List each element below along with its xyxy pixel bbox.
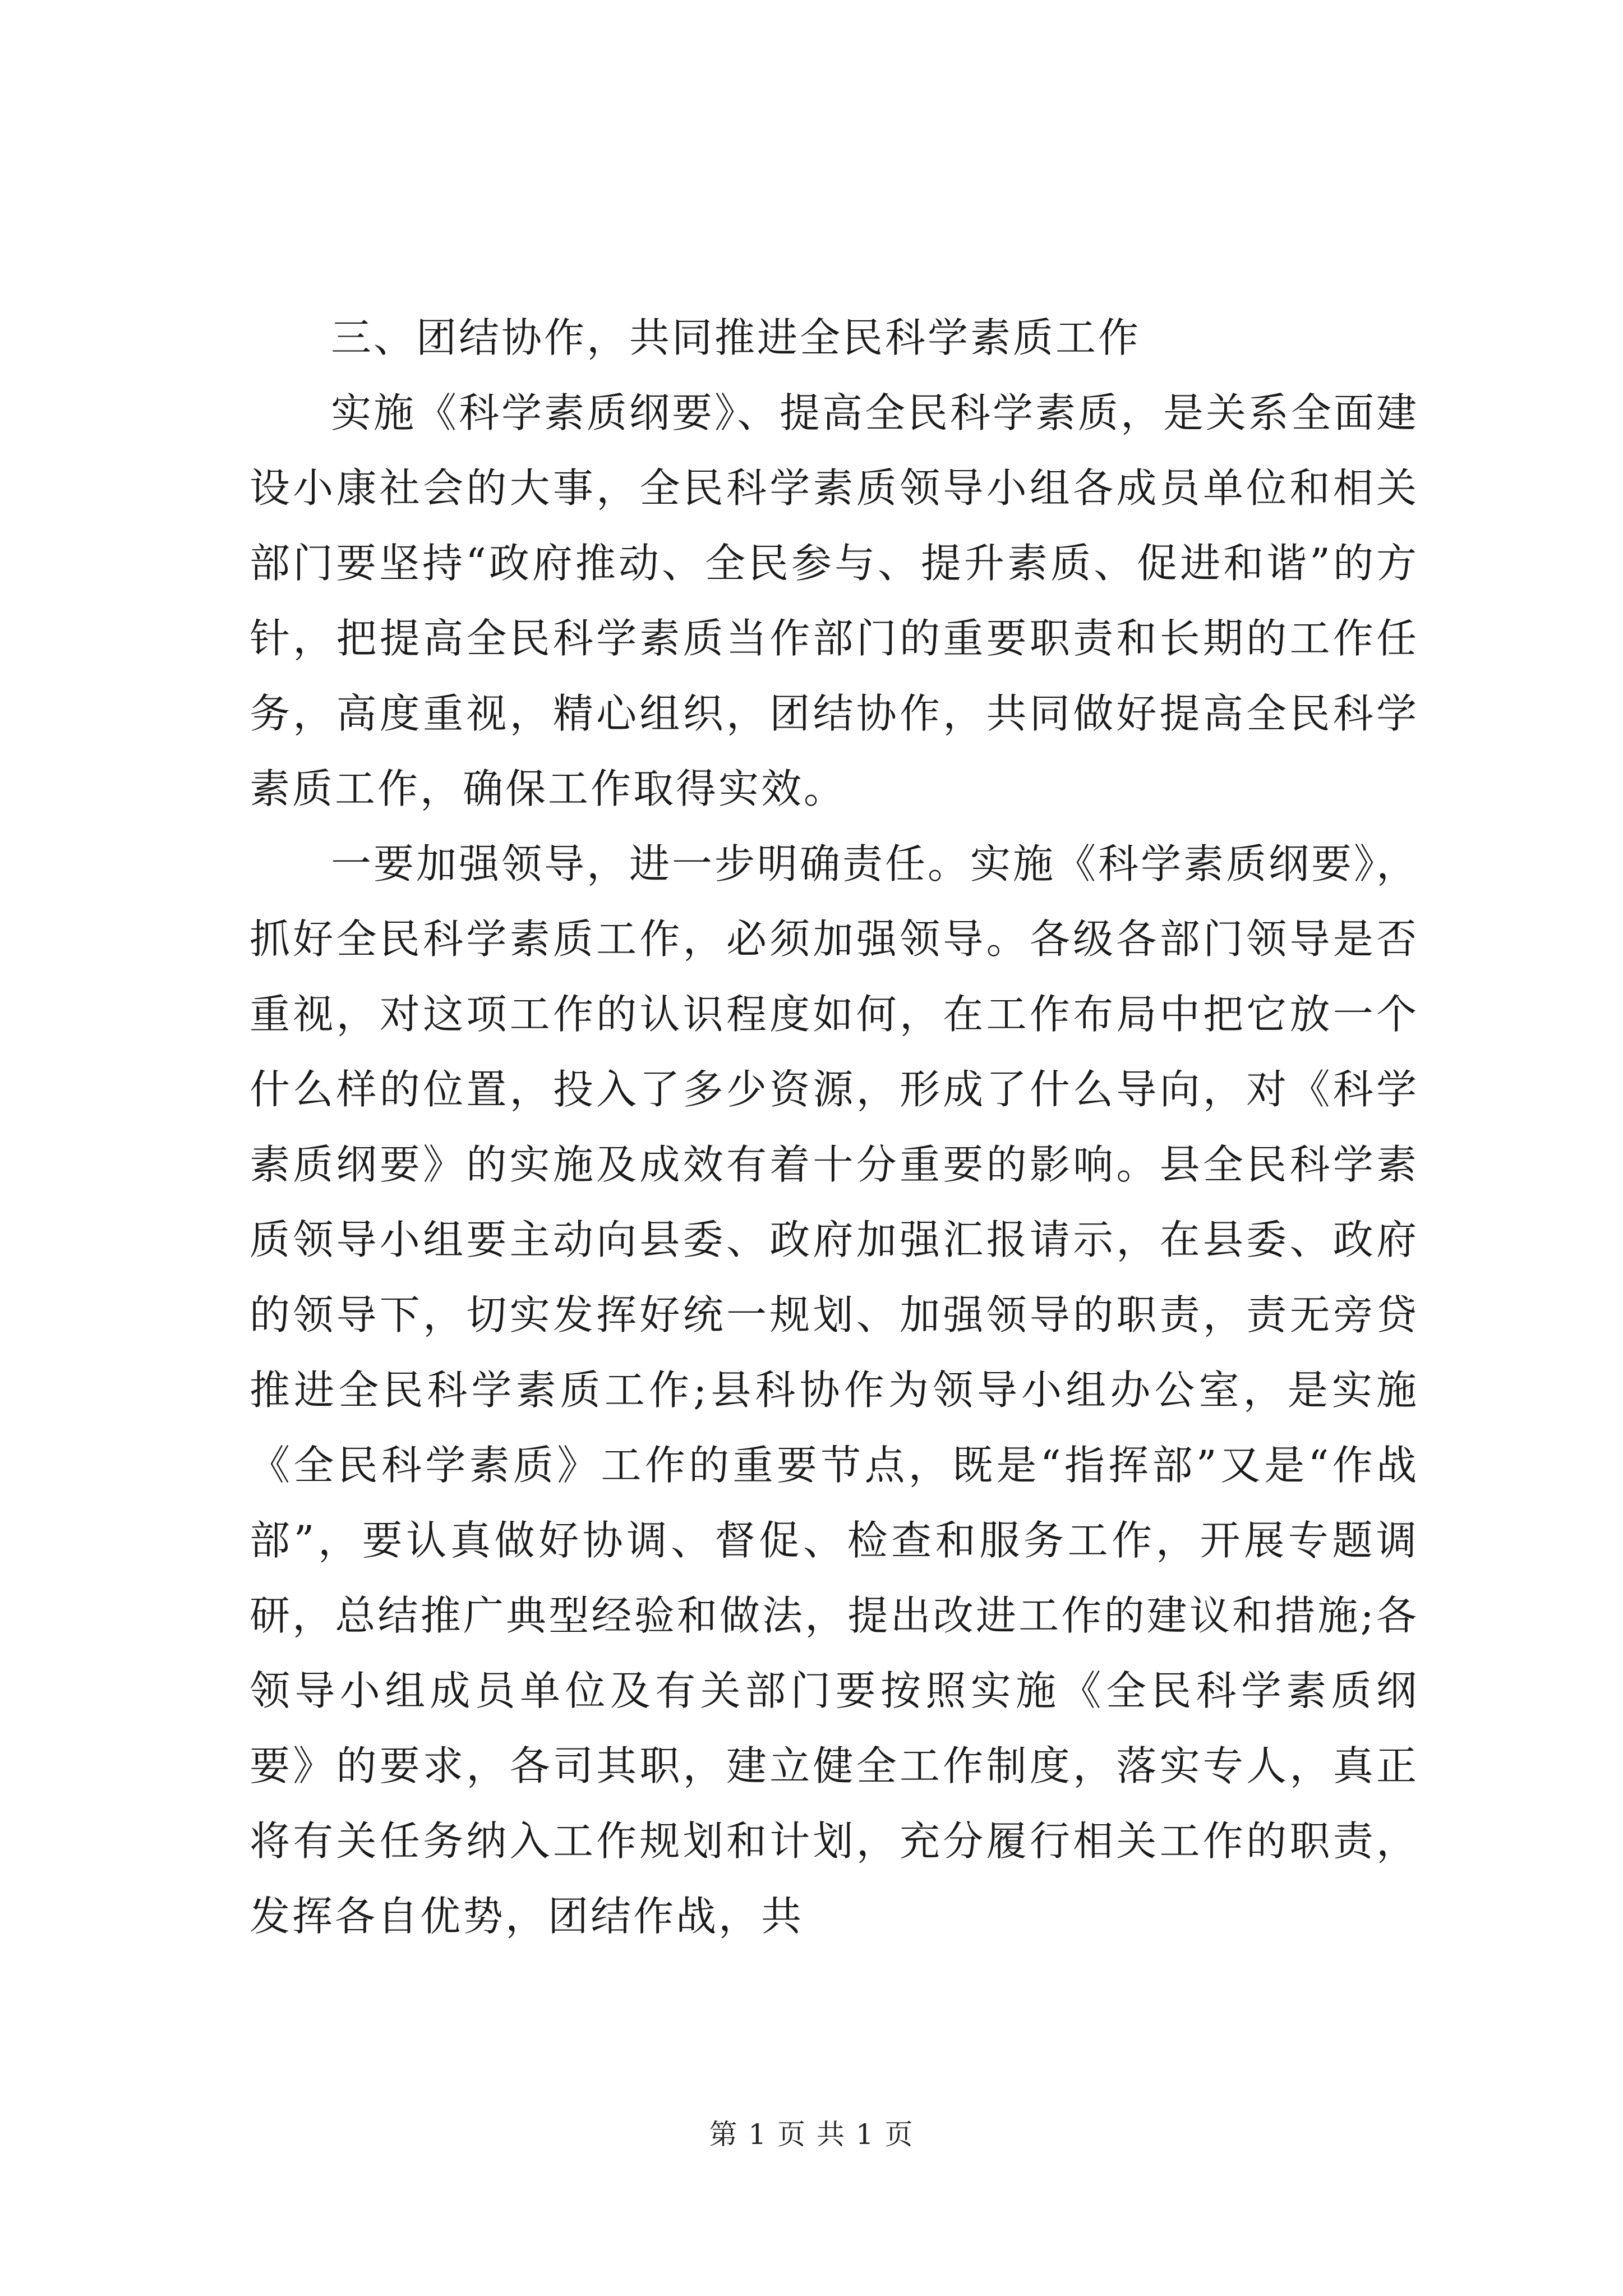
document-body [250, 300, 1419, 1954]
page-footer: 第 1 页 共 1 页 [709, 2118, 914, 2151]
section-heading: 三、团结协作，共同推进全民科学素质工作 [331, 314, 1141, 361]
paragraph-intro: 实施《科学素质纲要》、提高全民科学素质，是关系全面建设小康社会的大事，全民科学素质领导小组各成员单位和相关部门要坚持“政府推动、全民参与、提升素质、促进和谐”的方针，把提高全民科学素质当作部门的重要职责和长期的工作任务，高度重视，精心组织，团结协作，共同做好提高全民科学素质工作，确保工作取得实效。 [250, 389, 1419, 812]
paragraph-leadership: 一要加强领导，进一步明确责任。实施《科学素质纲要》，抓好全民科学素质工作，必须加强领导。各级各部门领导是否重视，对这项工作的认识程度如何，在工作布局中把它放一个什么样的位置，投入了多少资源，形成了什么导向，对《科学素质纲要》的实施及成效有着十分重要的影响。县全民科学素质领导小组要主动向县委、政府加强汇报请示，在县委、政府的领导下，切实发挥好统一规划、加强领导的职责，责无旁贷推进全民科学素质工作;县科协作为领导小组办公室，是实施《全民科学素质》工作的重要节点，既是“指挥部”又是“作战部”，要认真做好协调、督促、检查和服务工作，开展专题调研，总结推广典型经验和做法，提出改进工作的建议和措施;各领导小组成员单位及有关部门要按照实施《全民科学素质纲要》的要求，各司其职，建立健全工作制度，落实专人，真正将有关任务纳入工作规划和计划，充分履行相关工作的职责，发挥各自优势，团结作战，共 [250, 840, 1419, 1940]
